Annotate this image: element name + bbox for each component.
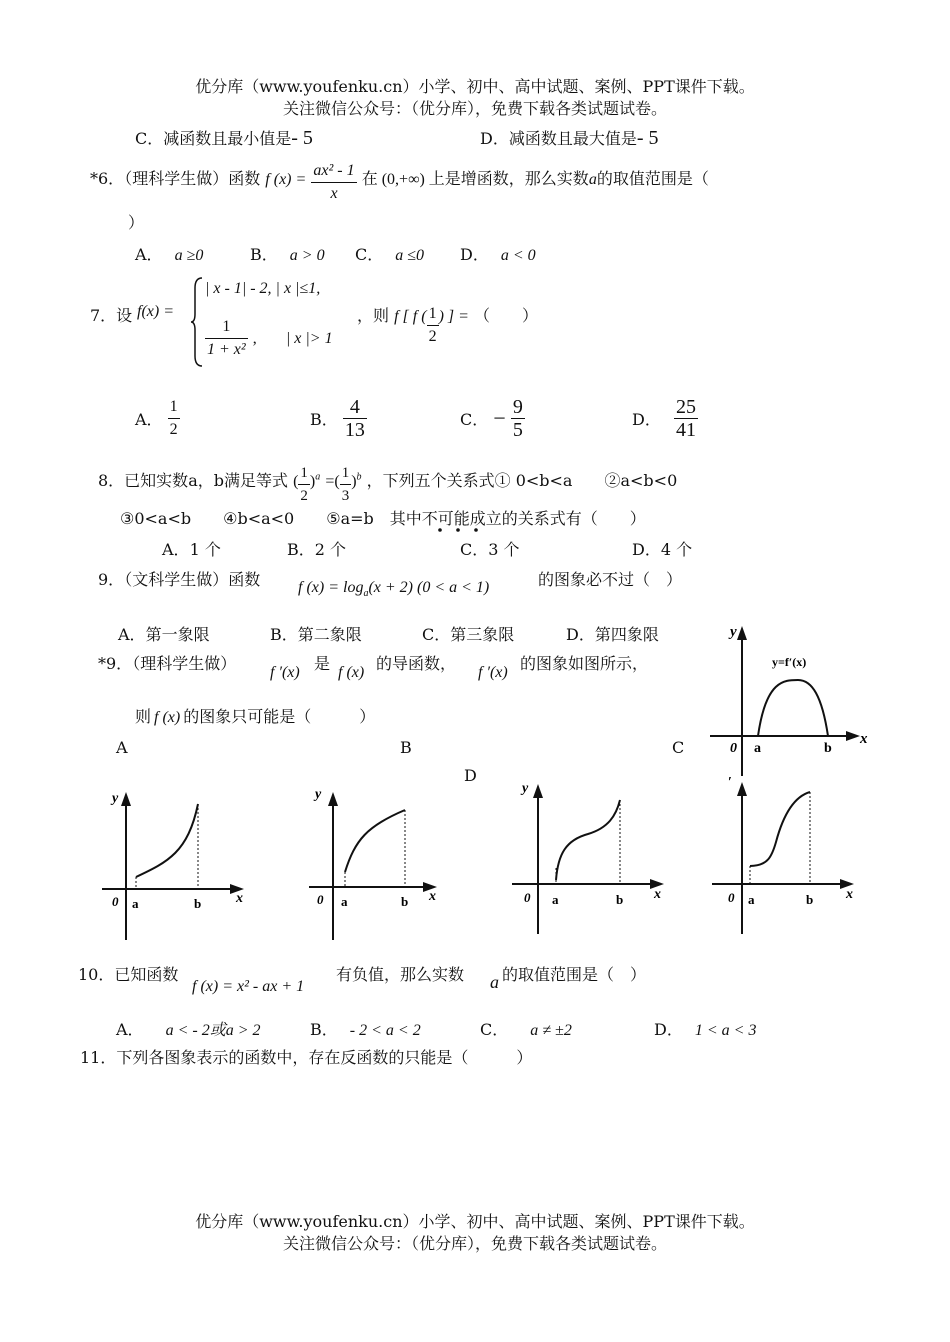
svg-text:b: b bbox=[194, 896, 202, 911]
q8-emphasis: 不可能 bbox=[421, 509, 470, 528]
svg-text:0: 0 bbox=[728, 890, 735, 905]
svg-text:′: ′ bbox=[728, 775, 732, 790]
header-line-2: 关注微信公众号：（优分库），免费下载各类试题试卷。 bbox=[282, 99, 667, 118]
y-label: y bbox=[730, 624, 737, 640]
q9-rest: 的图象必不过（ ） bbox=[538, 570, 683, 589]
option-graph-b bbox=[305, 782, 465, 942]
q7-option-b: B． $\frac{4}{13}$ bbox=[310, 396, 365, 441]
q10-option-a: A． a < - 2或a > 2 bbox=[116, 1020, 261, 1039]
svg-text:x: x bbox=[846, 887, 853, 902]
svg-text:a: a bbox=[341, 894, 348, 909]
q9b-f: f (x) bbox=[338, 664, 365, 681]
derivative-graph bbox=[700, 618, 880, 778]
q6-option-c: C． a ≤0 bbox=[355, 245, 425, 264]
svg-text:b: b bbox=[806, 892, 814, 907]
svg-text:0: 0 bbox=[524, 890, 531, 905]
q9b-shown: 的图象如图所示， bbox=[520, 654, 649, 673]
svg-text:y: y bbox=[315, 787, 322, 802]
q8-stem: 8．已知实数a，b满足等式 ( $\frac{1}{2}$ )$^a$ =( $\frac{1}{3}$ )$^b$ ，下列五个关系式① 0<b<a ②a<b<0 bbox=[98, 462, 677, 507]
q9-option-b: B．第二象限 bbox=[270, 625, 362, 644]
q7-brace bbox=[190, 276, 204, 368]
svg-text:b: b bbox=[616, 892, 624, 907]
q7-case-2: $\frac{1}{\text{1 + x²}}$ , | x |> 1 bbox=[207, 318, 333, 358]
q9b-is: 是 bbox=[314, 654, 331, 673]
svg-text:0: 0 bbox=[317, 892, 324, 907]
option-graph-a bbox=[98, 782, 258, 942]
q10-rest-2: 的取值范围是（ ） bbox=[502, 965, 647, 984]
graph-d-curve bbox=[750, 792, 810, 866]
q8-option-b: B．2 个 bbox=[287, 540, 347, 559]
svg-text:x: x bbox=[429, 889, 436, 904]
svg-text:b: b bbox=[401, 894, 409, 909]
q6-stem: *6．（理科学生做）函数 f (x) = $\frac{\text{ax² - 1}}{x}$ 在 (0,+∞) 上是增函数，那么实数a的取值范围是（ bbox=[90, 162, 709, 202]
y-axis-arrow bbox=[737, 626, 747, 640]
q7-option-d: D． $\frac{25}{41}$ bbox=[632, 396, 696, 441]
q9b-deriv: 的导函数， bbox=[376, 654, 457, 673]
graph-title: y=f′(x) bbox=[772, 655, 807, 669]
graph-label-d: D bbox=[464, 766, 477, 785]
svg-text:a: a bbox=[552, 892, 559, 907]
q8-option-a: A．1 个 bbox=[162, 540, 221, 559]
q10-func: f (x) = x² - ax + 1 bbox=[192, 978, 305, 995]
header-line-1: 优分库（www.youfenku.cn）小学、初中、高中试题、案例、PPT课件下载。 bbox=[195, 77, 755, 96]
q9-stem: 9．（文科学生做）函数 bbox=[98, 570, 261, 589]
q9b-question: 则 f (x) 的图象只可能是（ ） bbox=[135, 707, 376, 726]
q7-option-c: C． − $\frac{9}{5}$ bbox=[460, 396, 523, 441]
q5-option-d: D．减函数且最大值是- 5 bbox=[480, 127, 659, 149]
q8-option-d: D．4 个 bbox=[632, 540, 693, 559]
q10-option-d: D． 1 < a < 3 bbox=[654, 1020, 757, 1039]
svg-text:a: a bbox=[132, 896, 139, 911]
q7-func: f(x) = bbox=[137, 303, 174, 320]
graph-label-b: B bbox=[400, 738, 412, 757]
q8-option-c: C．3 个 bbox=[460, 540, 520, 559]
q8-relations: ③0<a<b ④b<a<0 ⑤a=b 其中不可能成立的关系式有（ ） bbox=[120, 509, 646, 528]
q6-option-b: B． a > 0 bbox=[250, 245, 325, 264]
q10-rest: 有负值，那么实数 bbox=[336, 965, 465, 984]
graph-a-curve bbox=[136, 804, 198, 877]
graph-label-c: C bbox=[672, 738, 685, 757]
q9-option-c: C．第三象限 bbox=[422, 625, 515, 644]
q10-option-c: C． a ≠ ±2 bbox=[480, 1020, 572, 1039]
graph-label-a: A bbox=[116, 738, 128, 757]
q6-close-paren: ） bbox=[128, 213, 145, 232]
derivative-curve bbox=[758, 680, 828, 736]
q10-option-b: B． - 2 < a < 2 bbox=[310, 1020, 421, 1039]
q9b-fprime-2: f ′(x) bbox=[478, 664, 508, 681]
x-axis-arrow bbox=[846, 731, 860, 741]
option-graph-d bbox=[706, 772, 866, 936]
q7-case-1: | x - 1| - 2, | x |≤1, bbox=[205, 280, 321, 297]
q10-var: a bbox=[490, 972, 499, 992]
q8-emphasis-dots bbox=[436, 526, 486, 534]
svg-text:a: a bbox=[748, 892, 755, 907]
option-graph-c bbox=[508, 776, 668, 936]
q7-number: 7．设 bbox=[90, 306, 133, 325]
graph-c-curve bbox=[556, 800, 620, 880]
svg-text:y: y bbox=[522, 781, 529, 796]
svg-text:0: 0 bbox=[112, 894, 119, 909]
svg-text:y: y bbox=[112, 791, 119, 806]
q6-option-d: D． a < 0 bbox=[460, 245, 536, 264]
q6-option-a: A． a ≥0 bbox=[135, 245, 204, 264]
q9-func: f $(x) = \log_a(x + 2) (0 < a < 1)$ bbox=[298, 579, 490, 600]
graph-b-curve bbox=[345, 810, 405, 872]
q5-option-c: C．减函数且最小值是- 5 bbox=[135, 127, 313, 149]
q11-stem: 11．下列各图象表示的函数中，存在反函数的只能是（ ） bbox=[80, 1048, 533, 1067]
q9b-fprime: f ′(x) bbox=[270, 664, 300, 681]
q9-option-a: A．第一象限 bbox=[118, 625, 210, 644]
footer-line-1: 优分库（www.youfenku.cn）小学、初中、高中试题、案例、PPT课件下载。 bbox=[195, 1212, 755, 1231]
q9b-stem: *9．（理科学生做） bbox=[98, 654, 237, 673]
b-label: b bbox=[824, 741, 832, 756]
q7-rest: ，则 f [ f ( $\frac{1}{2}$ ) ] = （ ） bbox=[357, 305, 539, 345]
svg-text:x: x bbox=[236, 891, 243, 906]
origin-label: 0 bbox=[730, 741, 737, 756]
a-label: a bbox=[754, 741, 761, 756]
x-label: x bbox=[860, 731, 868, 747]
svg-text:x: x bbox=[654, 887, 661, 902]
q7-option-a: A． $\frac{1}{2}$ bbox=[135, 398, 178, 438]
q10-number: 10．已知函数 bbox=[78, 965, 179, 984]
footer-line-2: 关注微信公众号：（优分库），免费下载各类试题试卷。 bbox=[282, 1234, 667, 1253]
q9-option-d: D．第四象限 bbox=[566, 625, 659, 644]
